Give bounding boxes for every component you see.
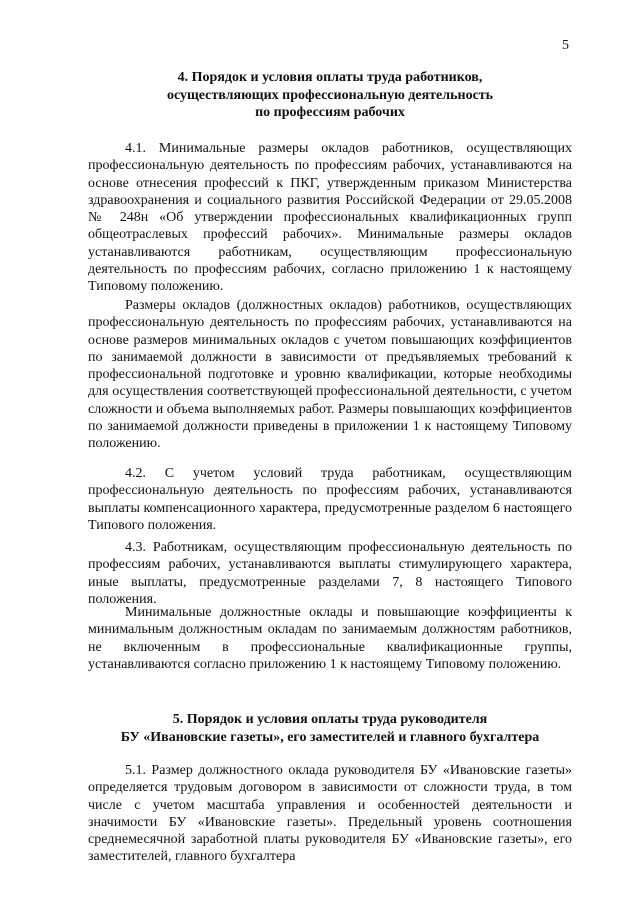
paragraph-4-1-salary-sizes: Размеры окладов (должностных окладов) работников, осуществляющих профессиональную деятельность по профессиям рабочих, устанавливаются на основе размеров минимальных окладов с учетом повышающих коэффициентов по занимаемой должности в зависимости от предъявляемых требований к профессиональной подготовке и уровню квалификации, которые необходимы для осуществления соответствующей профессиональной деятельности, с учетом сложности и объема выполняемых работ. Размеры повышающих коэффициентов по занимаемой должности приведены в приложении 1 к настоящему Типовому положению. — [88, 298, 572, 452]
paragraph-4-3: 4.3. Работникам, осуществляющим профессиональную деятельность по профессиям рабочих, устанавливаются выплаты стимулирующего характера, иные выплаты, предусмотренные разделами 7, 8 настоящего Типового положения. — [88, 540, 572, 607]
section-5-heading-line: 5. Порядок и условия оплаты труда руководителя — [172, 712, 488, 727]
page-number: 5 — [562, 38, 569, 53]
paragraph-4-1: 4.1. Минимальные размеры окладов работников, осуществляющих профессиональную деятельность по профессиям рабочих, устанавливаются на основе отнесения профессий к ПКГ, утвержденным приказом Министерства здравоохранения и социального развития Российской Федерации от 29.05.2008 № 248н «Об утверждении профессиональных квалификационных групп общеотраслевых профессий рабочих». Минимальные размеры окладов устанавливаются работникам, осуществляющим профессиональную деятельность по профессиям рабочих, согласно приложению 1 к настоящему Типовому положению. — [88, 141, 572, 295]
section-5-heading — [88, 711, 572, 746]
section-4-heading-line: по профессиям рабочих — [255, 105, 405, 120]
paragraph-5-1: 5.1. Размер должностного оклада руководителя БУ «Ивановские газеты» определяется трудовым договором в зависимости от сложности труда, в том числе с учетом масштаба управления и особенностей деятельности и значимости БУ «Ивановские газеты». Предельный уровень соотношения среднемесячной заработной платы руководителя БУ «Ивановские газеты», его заместителей, главного бухгалтера — [88, 763, 572, 865]
section-4-heading — [88, 69, 572, 122]
section-4-heading-line: осуществляющих профессиональную деятельность — [166, 87, 494, 103]
section-4-heading-line: 4. Порядок и условия оплаты труда работников, — [177, 70, 483, 85]
paragraph-4-2: 4.2. С учетом условий труда работникам, осуществляющим профессиональную деятельность по профессиям рабочих, устанавливаются выплаты компенсационного характера, предусмотренные разделом 6 настоящего Типового положения. — [88, 466, 572, 533]
section-5-heading-line: БУ «Ивановские газеты», его заместителей и главного бухгалтера — [120, 729, 540, 745]
paragraph-4-3-minimum-salaries: Минимальные должностные оклады и повышающие коэффициенты к минимальным должностным окладам по занимаемым должностям работников, не включенным в профессиональные квалификационные группы, устанавливаются согласно приложению 1 к настоящему Типовому положению. — [88, 605, 572, 672]
